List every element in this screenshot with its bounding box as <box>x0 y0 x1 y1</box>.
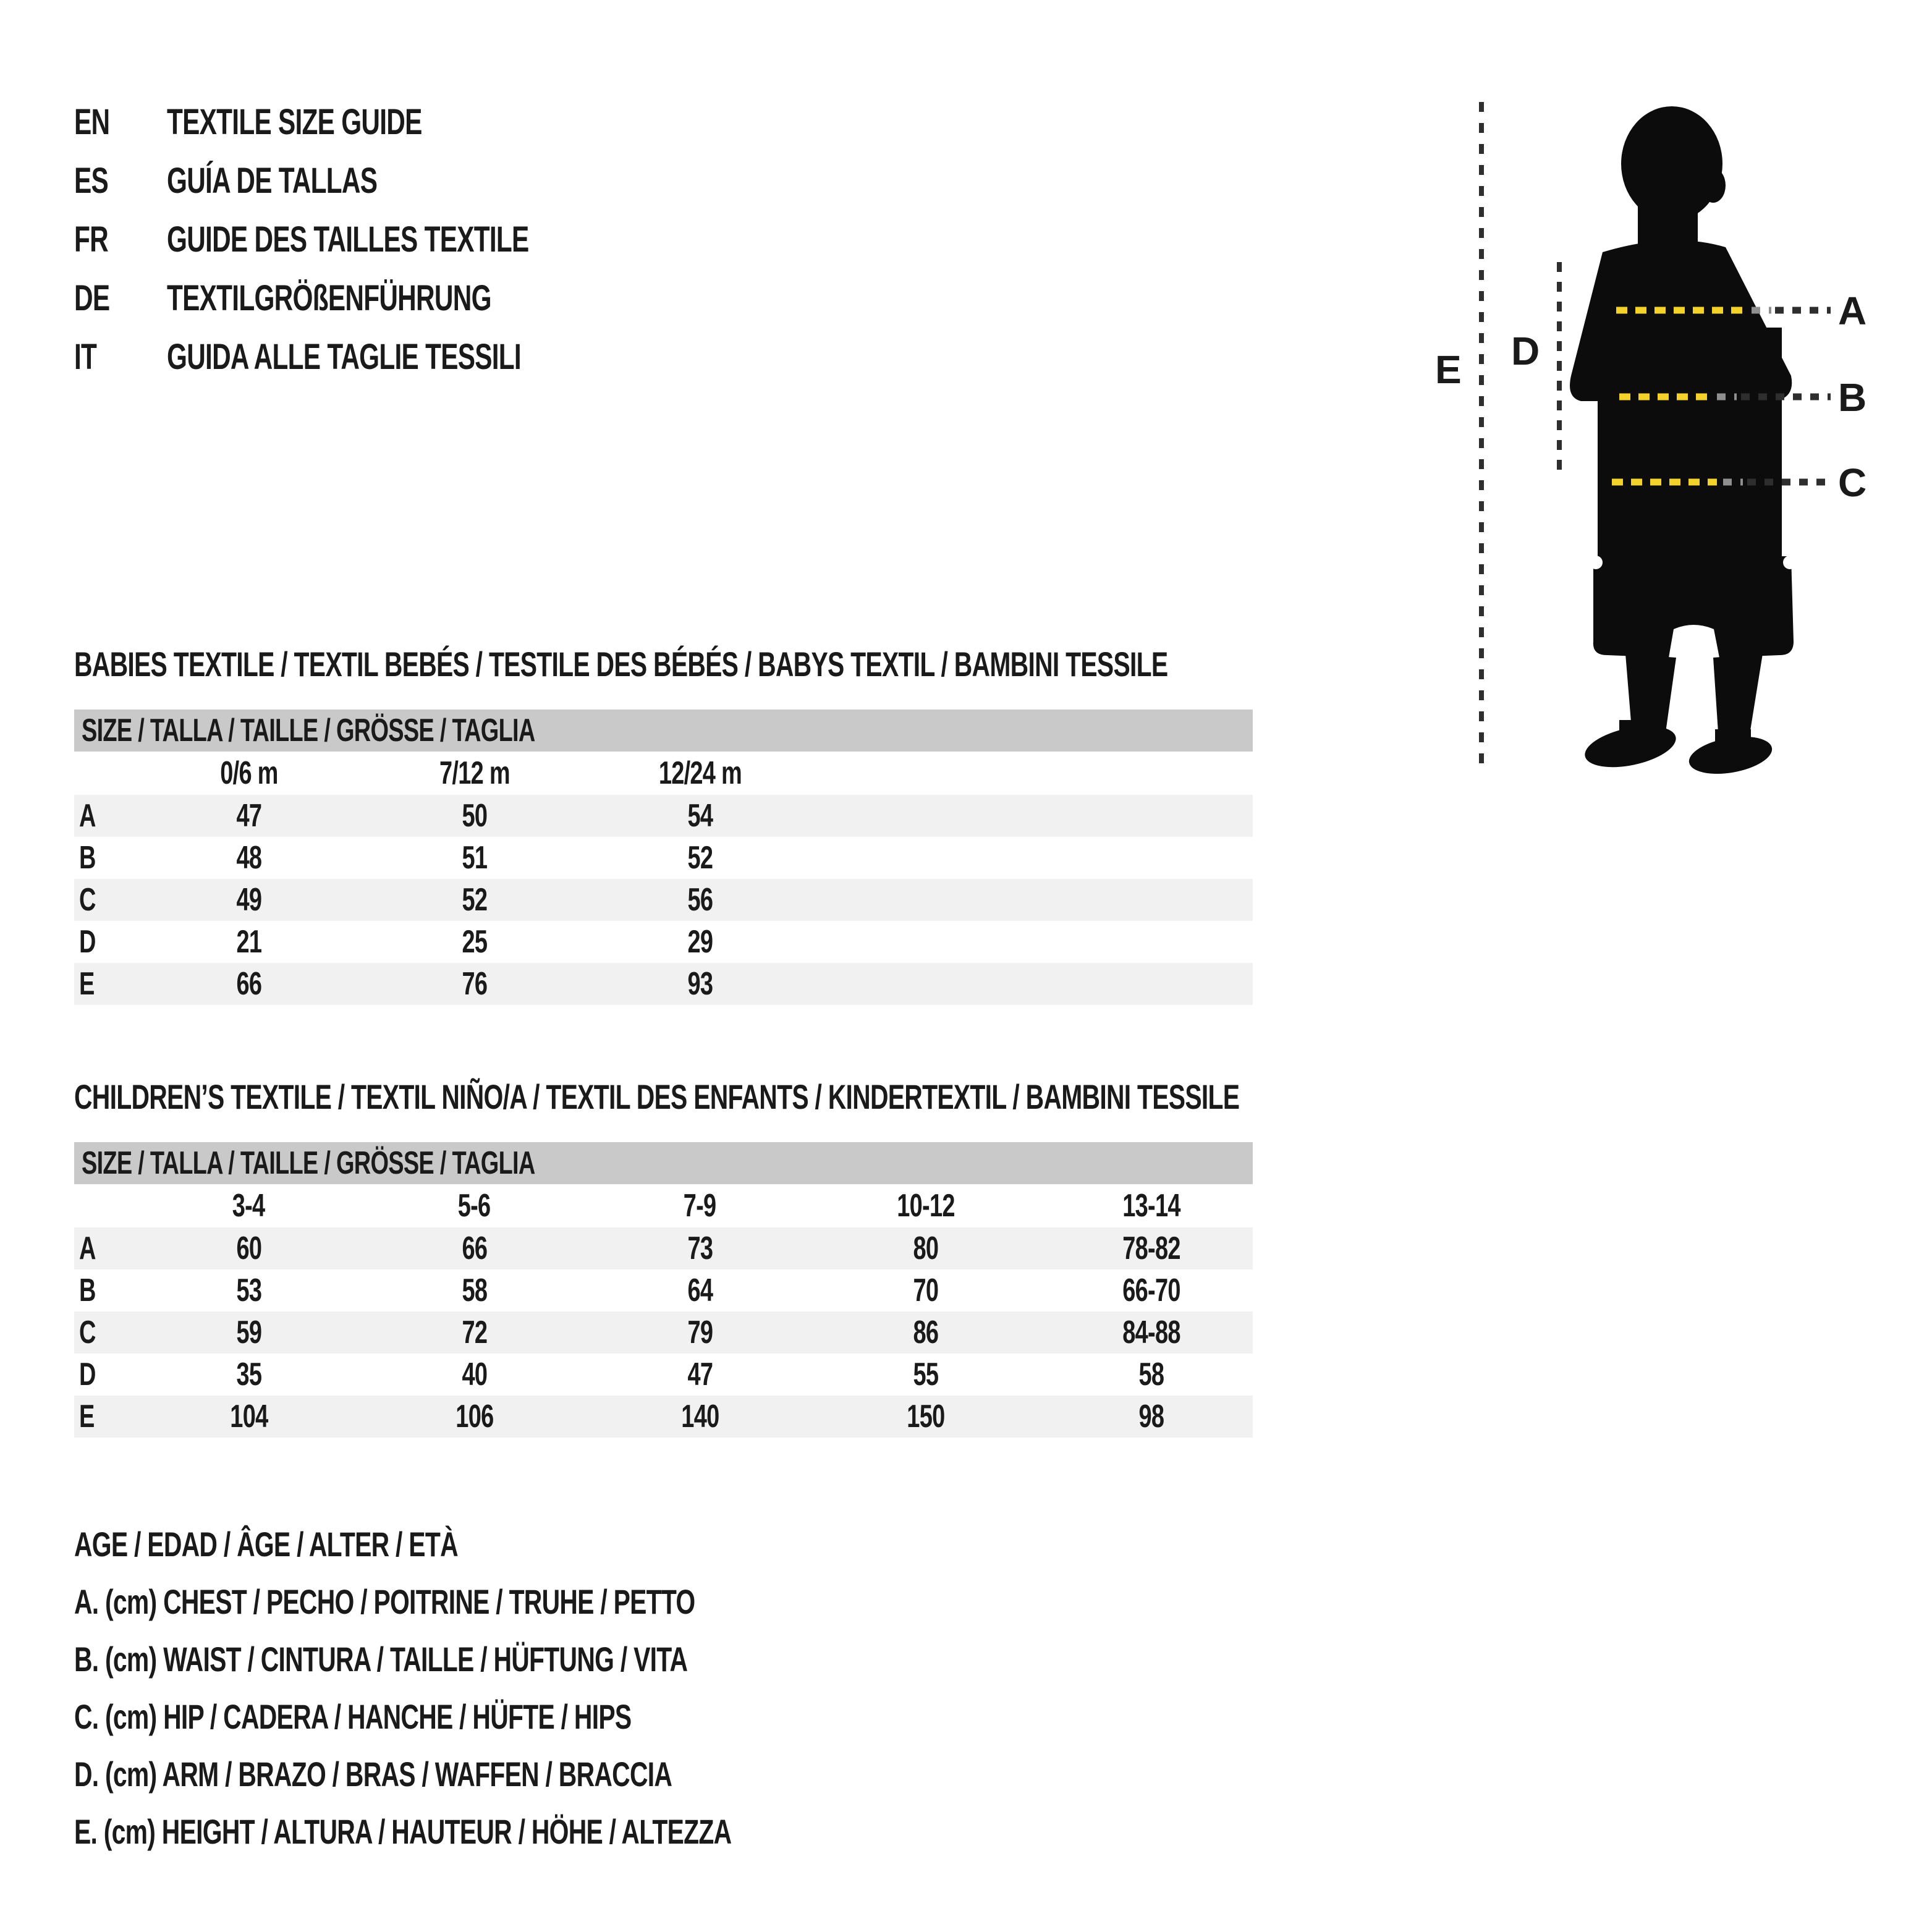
row-label: D <box>79 924 96 960</box>
legend-waist: B. (cm) WAIST / CINTURA / TAILLE / HÜFTUNG / VITA <box>74 1640 688 1679</box>
children-size-table <box>74 1142 1253 1438</box>
language-title-block <box>74 93 663 386</box>
language-code-it: IT <box>74 337 97 377</box>
figure-label-d: D <box>1511 329 1540 373</box>
legend-height: E. (cm) HEIGHT / ALTURA / HAUTEUR / HÖHE / ALTEZZA <box>74 1812 732 1851</box>
table-row: B 53 58 64 70 66-70 <box>74 1269 1253 1311</box>
figure-label-a: A <box>1838 289 1867 333</box>
language-row-it <box>74 328 663 386</box>
legend-arm: D. (cm) ARM / BRAZO / BRAS / WAFFEN / BRACCIA <box>74 1755 672 1794</box>
row-label: E <box>79 966 95 1002</box>
row-label: D <box>79 1357 96 1392</box>
row-label: B <box>79 840 96 876</box>
language-code-en: EN <box>74 102 110 142</box>
table-row: D 35 40 47 55 58 <box>74 1354 1253 1396</box>
table-row: A 47 50 54 <box>74 795 1253 837</box>
legend-chest: A. (cm) CHEST / PECHO / POITRINE / TRUHE / PETTO <box>74 1582 695 1621</box>
language-row-es <box>74 151 663 210</box>
language-title-de: TEXTILGRÖßENFÜHRUNG <box>167 278 491 318</box>
babies-section-heading: BABIES TEXTILE / TEXTIL BEBÉS / TESTILE DES BÉBÉS / BABYS TEXTIL / BAMBINI TESSILE <box>74 645 1168 684</box>
babies-col-header-0: 0/6 m <box>219 755 278 791</box>
language-code-de: DE <box>74 278 110 318</box>
language-row-de <box>74 269 663 328</box>
babies-size-table <box>74 710 1253 1005</box>
language-row-en <box>74 93 663 151</box>
babies-col-header-1: 7/12 m <box>439 755 510 791</box>
babies-size-header-bar: SIZE / TALLA / TAILLE / GRÖSSE / TAGLIA <box>74 710 1253 752</box>
table-row: A 60 66 73 80 78-82 <box>74 1227 1253 1269</box>
figure-label-b: B <box>1838 375 1867 420</box>
language-title-es: GUÍA DE TALLAS <box>167 161 378 201</box>
babies-col-header-2: 12/24 m <box>658 755 742 791</box>
children-section-heading: CHILDREN’S TEXTILE / TEXTIL NIÑO/A / TEXTIL DES ENFANTS / KINDERTEXTIL / BAMBINI TESSILE <box>74 1077 1240 1116</box>
row-label: A <box>79 798 96 834</box>
language-code-es: ES <box>74 161 109 201</box>
row-label: C <box>79 1315 96 1350</box>
figure-label-e: E <box>1435 347 1462 392</box>
legend-hip: C. (cm) HIP / CADERA / HANCHE / HÜFTE / HIPS <box>74 1697 632 1736</box>
children-col-header-3: 10-12 <box>896 1188 955 1224</box>
table-row: B 48 51 52 <box>74 837 1253 879</box>
children-col-header-0: 3-4 <box>232 1188 265 1224</box>
children-size-header-bar: SIZE / TALLA / TAILLE / GRÖSSE / TAGLIA <box>74 1142 1253 1184</box>
babies-column-headers <box>74 752 1253 795</box>
table-row: C 59 72 79 86 84-88 <box>74 1311 1253 1354</box>
table-row: E 66 76 93 <box>74 963 1253 1005</box>
language-title-fr: GUIDE DES TAILLES TEXTILE <box>167 219 529 260</box>
row-label: C <box>79 882 96 918</box>
table-row: E 104 106 140 150 98 <box>74 1396 1253 1438</box>
table-row: C 49 52 56 <box>74 879 1253 921</box>
language-row-fr <box>74 210 663 269</box>
figure-label-c: C <box>1838 460 1867 505</box>
children-col-header-2: 7-9 <box>684 1188 716 1224</box>
legend-age: AGE / EDAD / ÂGE / ALTER / ETÀ <box>74 1525 458 1564</box>
language-code-fr: FR <box>74 219 108 260</box>
language-title-it: GUIDA ALLE TAGLIE TESSILI <box>167 337 521 377</box>
children-col-header-1: 5-6 <box>458 1188 491 1224</box>
children-col-header-4: 13-14 <box>1122 1188 1180 1224</box>
row-label: E <box>79 1399 95 1434</box>
table-row: D 21 25 29 <box>74 921 1253 963</box>
measurement-legend <box>74 1515 975 1860</box>
language-title-en: TEXTILE SIZE GUIDE <box>167 102 422 142</box>
row-label: A <box>79 1231 96 1266</box>
children-column-headers <box>74 1184 1253 1227</box>
row-label: B <box>79 1273 96 1308</box>
